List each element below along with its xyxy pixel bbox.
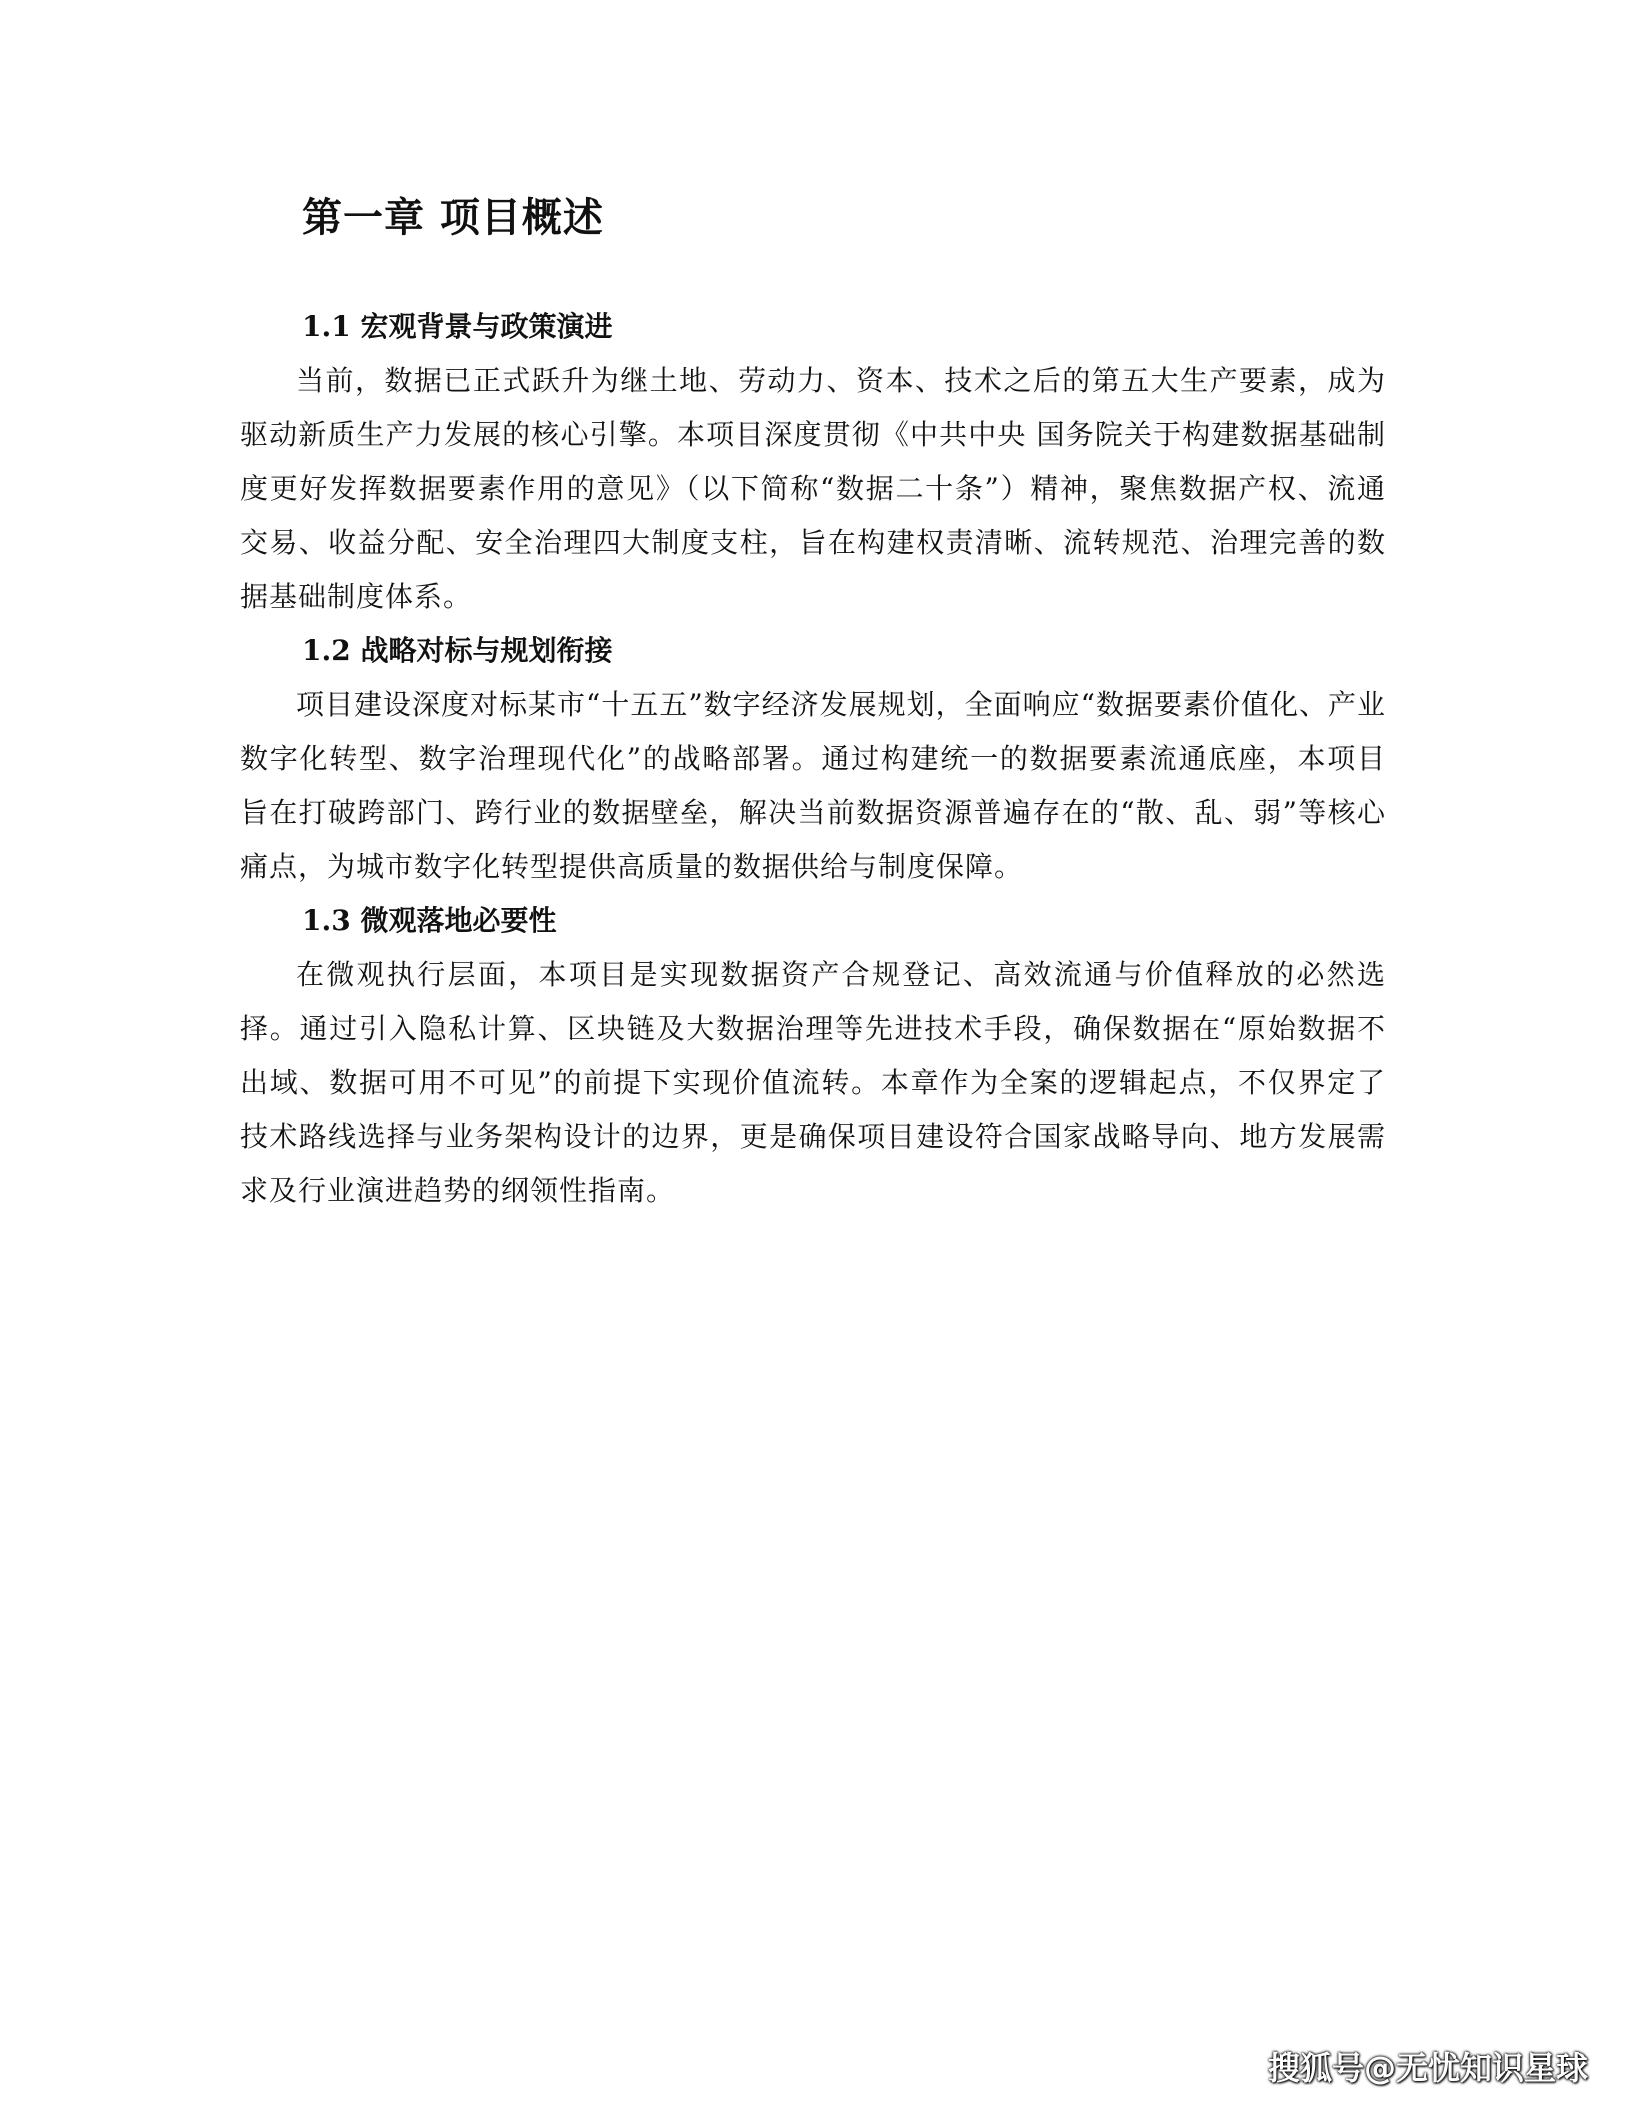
section-heading: 1.3 微观落地必要性 [302,904,557,937]
watermark-text: 搜狐号@无忧知识星球 [1268,2049,1589,2087]
section-paragraph: 项目建设深度对标某市“十五五”数字经济发展规划，全面响应“数据要素价值化、产业数字化转型、数字治理现代化”的战略部署。通过构建统一的数据要素流通底座，本项目旨在打破跨部门、跨行业的数据壁垒，解决当前数据资源普遍存在的“散、乱、弱”等核心痛点，为城市数字化转型提供高质量的数据供给与制度保障。 [240,688,1386,883]
section-paragraph: 当前，数据已正式跃升为继土地、劳动力、资本、技术之后的第五大生产要素，成为驱动新质生产力发展的核心引擎。本项目深度贯彻《中共中央 国务院关于构建数据基础制度更好发挥数据要素作用的意见》（以下简称“数据二十条”）精神，聚焦数据产权、流通交易、收益分配、安全治理四大制度支柱，旨在构建权责清晰、流转规范、治理完善的数据基础制度体系。 [240,364,1386,613]
document-body [240,300,1386,1218]
section-1-2 [240,624,1386,894]
section-1-3 [240,894,1386,1218]
section-heading: 1.1 宏观背景与政策演进 [302,310,613,343]
section-heading: 1.2 战略对标与规划衔接 [302,634,613,667]
section-paragraph: 在微观执行层面，本项目是实现数据资产合规登记、高效流通与价值释放的必然选择。通过引入隐私计算、区块链及大数据治理等先进技术手段，确保数据在“原始数据不出域、数据可用不可见”的前提下实现价值流转。本章作为全案的逻辑起点，不仅界定了技术路线选择与业务架构设计的边界，更是确保项目建设符合国家战略导向、地方发展需求及行业演进趋势的纲领性指南。 [240,958,1386,1207]
chapter-title: 第一章 项目概述 [302,195,604,241]
section-1-1 [240,300,1386,624]
